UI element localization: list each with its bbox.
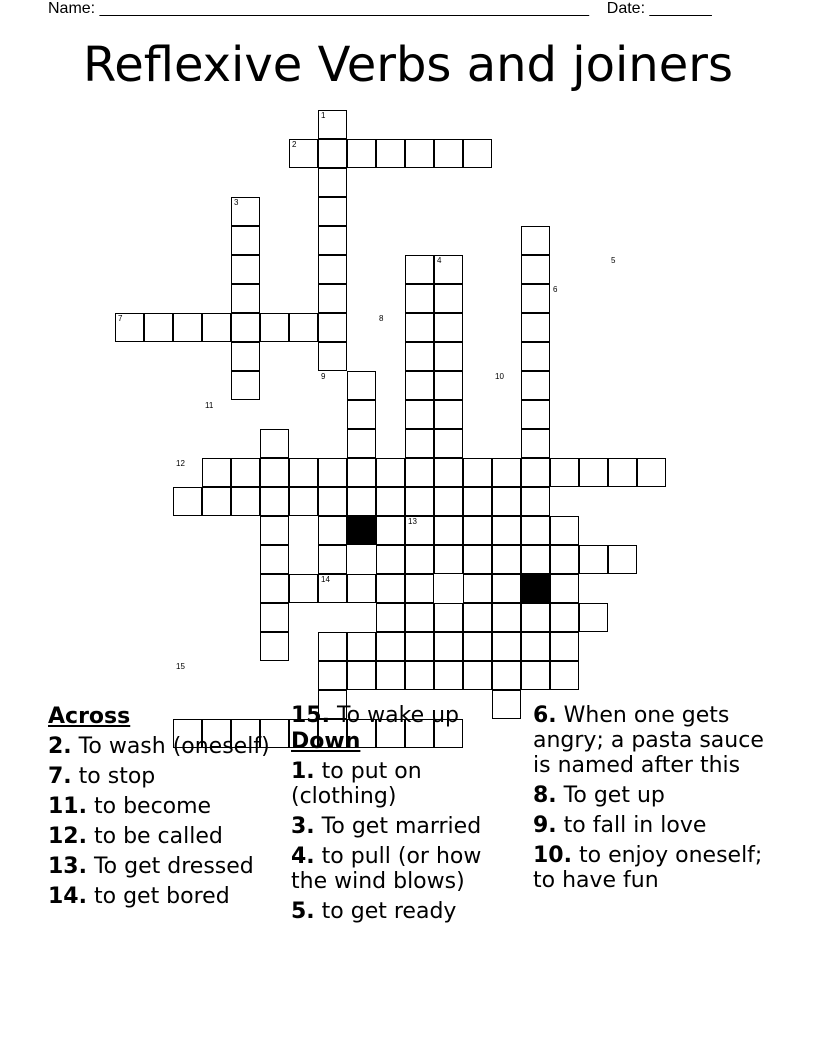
- clue-number-label: 13.: [48, 854, 87, 879]
- clue-number: 14: [321, 575, 330, 584]
- date-label: Date:: [606, 0, 646, 17]
- grid-cell[interactable]: [289, 574, 318, 603]
- grid-cell[interactable]: [376, 574, 405, 603]
- across-clue-list-continued: [291, 703, 521, 728]
- grid-cell[interactable]: [231, 284, 260, 313]
- grid-cell[interactable]: [521, 545, 550, 574]
- grid-cell[interactable]: [347, 574, 376, 603]
- clues-column-1: [48, 703, 278, 914]
- clue-text: to become: [93, 794, 212, 819]
- clue-number: 2: [292, 140, 297, 149]
- clue: [48, 764, 278, 789]
- grid-cell[interactable]: [521, 458, 550, 487]
- grid-cell[interactable]: [521, 429, 550, 458]
- clue-number-label: 11.: [48, 794, 87, 819]
- grid-cell[interactable]: [376, 516, 405, 545]
- grid-cell[interactable]: [434, 632, 463, 661]
- grid-cell[interactable]: [347, 139, 376, 168]
- grid-cell[interactable]: [405, 371, 434, 400]
- grid-cell[interactable]: [289, 458, 318, 487]
- grid-cell[interactable]: [463, 458, 492, 487]
- clue-number-label: 1.: [291, 759, 315, 784]
- grid-cell[interactable]: [405, 603, 434, 632]
- clue-text: To get married: [321, 814, 482, 839]
- grid-cell[interactable]: [608, 458, 637, 487]
- grid-cell[interactable]: [202, 313, 231, 342]
- grid-cell[interactable]: [318, 545, 347, 574]
- grid-cell[interactable]: [318, 342, 347, 371]
- clue-number-label: 14.: [48, 884, 87, 909]
- grid-cell[interactable]: [405, 255, 434, 284]
- grid-cell[interactable]: [289, 313, 318, 342]
- grid-cell[interactable]: [521, 255, 550, 284]
- grid-cell[interactable]: [492, 458, 521, 487]
- clue-number: 3: [234, 198, 239, 207]
- grid-cell[interactable]: [492, 545, 521, 574]
- black-square: [521, 574, 550, 603]
- grid-cell[interactable]: [434, 661, 463, 690]
- grid-cell[interactable]: [260, 487, 289, 516]
- grid-cell[interactable]: [231, 226, 260, 255]
- clue-text: To wake up: [336, 703, 460, 728]
- grid-cell[interactable]: [434, 545, 463, 574]
- grid-cell[interactable]: [550, 632, 579, 661]
- across-clue-list: [48, 734, 278, 909]
- grid-cell[interactable]: [318, 487, 347, 516]
- grid-cell[interactable]: [521, 284, 550, 313]
- clue-text: to pull (or how the wind blows): [291, 844, 482, 894]
- clue-text: To get dressed: [93, 854, 254, 879]
- grid-cell[interactable]: [434, 313, 463, 342]
- clue: [291, 814, 521, 839]
- clue: [48, 824, 278, 849]
- black-square: [347, 516, 376, 545]
- grid-cell[interactable]: [463, 632, 492, 661]
- down-heading: Down: [291, 729, 361, 754]
- clue-number-label: 4.: [291, 844, 315, 869]
- clue: [48, 734, 278, 759]
- clue-number-label: 2.: [48, 734, 72, 759]
- clue: [533, 813, 783, 838]
- clue: [291, 899, 521, 924]
- clue-number-label: 6.: [533, 703, 557, 728]
- grid-cell[interactable]: [231, 487, 260, 516]
- grid-cell[interactable]: [521, 487, 550, 516]
- grid-cell[interactable]: [202, 487, 231, 516]
- grid-cell[interactable]: [550, 458, 579, 487]
- clue-number: 8: [379, 314, 384, 323]
- clue-text: to put on (clothing): [291, 759, 422, 809]
- grid-cell[interactable]: [492, 603, 521, 632]
- grid-cell[interactable]: [579, 603, 608, 632]
- grid-cell[interactable]: [405, 545, 434, 574]
- clue-number-label: 12.: [48, 824, 87, 849]
- grid-cell[interactable]: [260, 429, 289, 458]
- clue-number-label: 10.: [533, 843, 572, 868]
- grid-cell[interactable]: [318, 458, 347, 487]
- clue: [291, 703, 521, 728]
- grid-cell[interactable]: [579, 458, 608, 487]
- clue-text: To wash (oneself): [78, 734, 270, 759]
- grid-cell[interactable]: [405, 429, 434, 458]
- clue-number: 4: [437, 256, 442, 265]
- clue-number-label: 8.: [533, 783, 557, 808]
- date-line[interactable]: _______: [649, 0, 712, 17]
- clue-number: 11: [205, 401, 214, 410]
- grid-cell[interactable]: [318, 661, 347, 690]
- grid-cell[interactable]: [550, 661, 579, 690]
- grid-cell[interactable]: [318, 632, 347, 661]
- grid-cell[interactable]: [434, 487, 463, 516]
- grid-cell[interactable]: [347, 429, 376, 458]
- clue-number: 5: [611, 256, 616, 265]
- grid-cell[interactable]: [463, 545, 492, 574]
- grid-cell[interactable]: [318, 139, 347, 168]
- grid-cell[interactable]: [173, 313, 202, 342]
- grid-cell[interactable]: [289, 487, 318, 516]
- clue: [48, 794, 278, 819]
- grid-cell[interactable]: [376, 487, 405, 516]
- grid-cell[interactable]: [318, 226, 347, 255]
- grid-cell[interactable]: [347, 661, 376, 690]
- name-label: Name:: [48, 0, 96, 17]
- grid-cell[interactable]: [637, 458, 666, 487]
- grid-cell[interactable]: [463, 661, 492, 690]
- grid-cell[interactable]: [521, 632, 550, 661]
- grid-cell[interactable]: [492, 574, 521, 603]
- grid-cell[interactable]: [318, 313, 347, 342]
- grid-cell[interactable]: [521, 226, 550, 255]
- grid-cell[interactable]: [376, 545, 405, 574]
- grid-cell[interactable]: [376, 632, 405, 661]
- clue-number-label: 5.: [291, 899, 315, 924]
- grid-cell[interactable]: [405, 632, 434, 661]
- clue-number-label: 7.: [48, 764, 72, 789]
- clue-number: 6: [553, 285, 558, 294]
- clue-text: To get up: [563, 783, 665, 808]
- clue-number-label: 15.: [291, 703, 330, 728]
- grid-cell[interactable]: [405, 400, 434, 429]
- grid-cell[interactable]: [434, 516, 463, 545]
- down-clue-list: [291, 759, 521, 924]
- grid-cell[interactable]: [434, 458, 463, 487]
- grid-cell[interactable]: [405, 313, 434, 342]
- page-title: Reflexive Verbs and joiners: [83, 37, 733, 93]
- grid-cell[interactable]: [318, 284, 347, 313]
- clue-number: 13: [408, 517, 417, 526]
- grid-cell[interactable]: [318, 516, 347, 545]
- grid-cell[interactable]: [405, 139, 434, 168]
- clue: [533, 843, 783, 893]
- clue: [48, 884, 278, 909]
- grid-cell[interactable]: [463, 487, 492, 516]
- grid-cell[interactable]: [463, 574, 492, 603]
- grid-cell[interactable]: [260, 603, 289, 632]
- grid-cell[interactable]: [550, 545, 579, 574]
- grid-cell[interactable]: [521, 313, 550, 342]
- grid-cell[interactable]: [318, 255, 347, 284]
- clue-number: 9: [321, 372, 326, 381]
- clue: [48, 854, 278, 879]
- grid-cell[interactable]: [173, 487, 202, 516]
- grid-cell[interactable]: [492, 516, 521, 545]
- grid-cell[interactable]: [231, 371, 260, 400]
- grid-cell[interactable]: [202, 458, 231, 487]
- grid-cell[interactable]: [318, 197, 347, 226]
- grid-cell[interactable]: [492, 632, 521, 661]
- clue: [291, 844, 521, 894]
- clue-text: to stop: [78, 764, 156, 789]
- grid-cell[interactable]: [260, 313, 289, 342]
- grid-cell[interactable]: [376, 603, 405, 632]
- clue-text: to get ready: [321, 899, 457, 924]
- across-heading: Across: [48, 704, 131, 729]
- clue-number: 1: [321, 111, 326, 120]
- clue-number: 15: [176, 662, 185, 671]
- grid-cell[interactable]: [521, 371, 550, 400]
- grid-cell[interactable]: [347, 400, 376, 429]
- grid-cell[interactable]: [231, 458, 260, 487]
- clue-number: 12: [176, 459, 185, 468]
- clue-text: When one gets angry; a pasta sauce is named after this: [533, 703, 764, 778]
- clue-text: to fall in love: [563, 813, 707, 838]
- grid-cell[interactable]: [434, 371, 463, 400]
- clues-column-2: [291, 703, 521, 929]
- grid-cell[interactable]: [434, 342, 463, 371]
- grid-cell[interactable]: [521, 400, 550, 429]
- grid-cell[interactable]: [492, 661, 521, 690]
- grid-cell[interactable]: [405, 574, 434, 603]
- grid-cell[interactable]: [463, 139, 492, 168]
- grid-cell[interactable]: [521, 661, 550, 690]
- grid-cell[interactable]: [231, 313, 260, 342]
- grid-cell[interactable]: [405, 487, 434, 516]
- grid-cell[interactable]: [608, 545, 637, 574]
- grid-cell[interactable]: [550, 603, 579, 632]
- clue-text: to enjoy oneself; to have fun: [533, 843, 763, 893]
- grid-cell[interactable]: [492, 487, 521, 516]
- clue-number: 10: [495, 372, 504, 381]
- down-clue-list-continued: [533, 703, 783, 893]
- grid-cell[interactable]: [405, 284, 434, 313]
- clue: [291, 759, 521, 809]
- grid-cell[interactable]: [376, 139, 405, 168]
- clue: [533, 703, 783, 778]
- grid-cell[interactable]: [260, 458, 289, 487]
- grid-cell[interactable]: [347, 632, 376, 661]
- grid-cell[interactable]: [405, 342, 434, 371]
- grid-cell[interactable]: [260, 516, 289, 545]
- grid-cell[interactable]: [260, 574, 289, 603]
- grid-cell[interactable]: [434, 603, 463, 632]
- clue: [533, 783, 783, 808]
- grid-cell[interactable]: [231, 255, 260, 284]
- grid-cell[interactable]: [434, 284, 463, 313]
- clue-text: to be called: [93, 824, 223, 849]
- grid-cell[interactable]: [347, 458, 376, 487]
- grid-cell[interactable]: [318, 168, 347, 197]
- grid-cell[interactable]: [405, 458, 434, 487]
- grid-cell[interactable]: [521, 603, 550, 632]
- grid-cell[interactable]: [405, 661, 434, 690]
- grid-cell[interactable]: [434, 429, 463, 458]
- grid-cell[interactable]: [376, 458, 405, 487]
- clue-number-label: 3.: [291, 814, 315, 839]
- grid-cell[interactable]: [434, 139, 463, 168]
- grid-cell[interactable]: [347, 487, 376, 516]
- clues-column-3: [533, 703, 783, 898]
- grid-cell[interactable]: [260, 545, 289, 574]
- grid-cell[interactable]: [231, 342, 260, 371]
- grid-cell[interactable]: [463, 516, 492, 545]
- grid-cell[interactable]: [579, 545, 608, 574]
- grid-cell[interactable]: [550, 574, 579, 603]
- grid-cell[interactable]: [434, 400, 463, 429]
- clue-number-label: 9.: [533, 813, 557, 838]
- name-line[interactable]: _______________________________________________________: [99, 0, 589, 17]
- grid-cell[interactable]: [144, 313, 173, 342]
- grid-cell[interactable]: [521, 516, 550, 545]
- grid-cell[interactable]: [521, 342, 550, 371]
- grid-cell[interactable]: [550, 516, 579, 545]
- grid-cell[interactable]: [376, 661, 405, 690]
- grid-cell[interactable]: [347, 371, 376, 400]
- clue-number: 7: [118, 314, 123, 323]
- grid-cell[interactable]: [463, 603, 492, 632]
- clue-text: to get bored: [93, 884, 230, 909]
- grid-cell[interactable]: [260, 632, 289, 661]
